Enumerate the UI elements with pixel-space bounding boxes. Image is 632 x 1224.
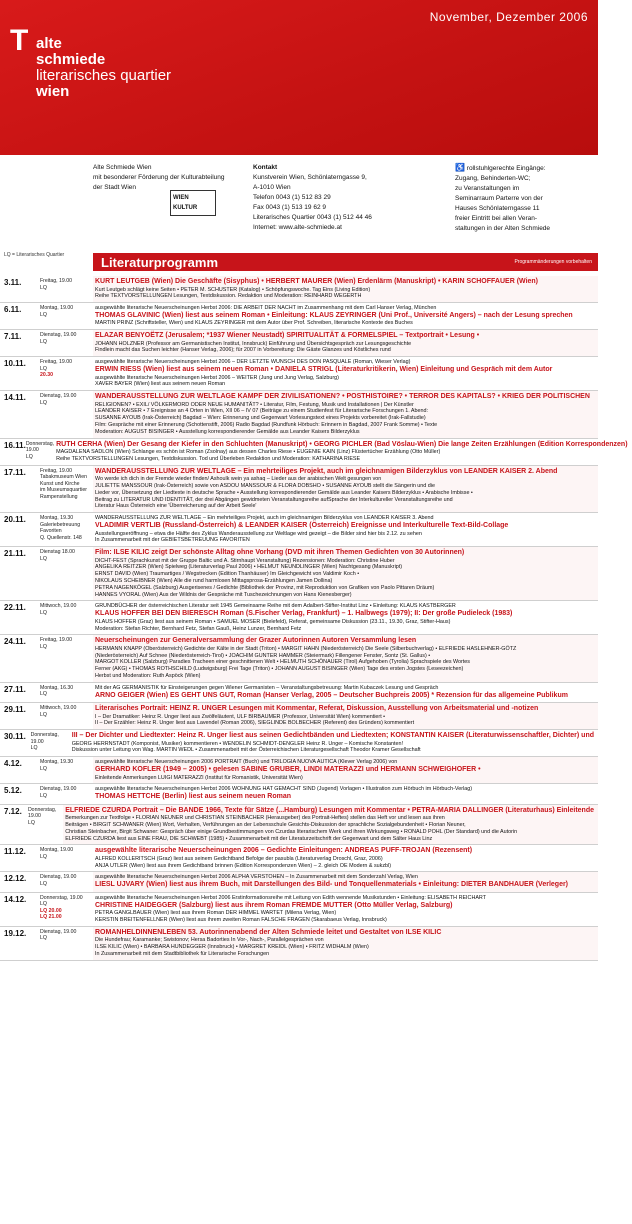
access-line: Hauses Schönlaterngasse 11 [455, 205, 540, 212]
event-description [93, 703, 598, 729]
event-time-line: LQ [40, 643, 47, 650]
event-date: 14.12. [4, 894, 27, 904]
event-text-line: ausgewählte literarische Neuerscheinungen 2006 – Gedichte Einleitungen: ANDREAS PUFF-TROJAN (Rezensent) [95, 847, 473, 855]
contact-heading: Kontakt [253, 164, 278, 171]
event-row [0, 303, 598, 330]
access-line: freier Eintritt bei allen Veran- [455, 215, 538, 222]
event-description [93, 391, 598, 437]
website-link[interactable]: Internet: www.alte-schmiede.at [253, 224, 342, 231]
event-time-line: Mittwoch, 19.00 [40, 705, 77, 712]
event-time-line: Montag, 19.00 [40, 305, 74, 312]
event-date: 6.11. [4, 305, 22, 315]
event-date: 29.11. [4, 705, 26, 715]
event-text-line: Mit der AG GERMANISTIK für Einsteigerungen gegen Wiener Germanisten – Veranstaltungsbetreuung: Martin Kubaczek Lesung und Gespräch [95, 684, 439, 691]
event-time-line: im Museumsquartier [40, 487, 87, 494]
event-row [0, 439, 628, 466]
sponsor-line: mit besonderer Förderung der Kulturabteilung [93, 174, 225, 181]
event-time-line: Q. Quellenstr. 148 [40, 534, 82, 541]
event-text-line: ausgewählte literarische Neuerscheinungen 2006 PORTRAIT (Buch) und TRILOGIA NUOVA AUTICA (Klever Verlag 2006) von [95, 759, 398, 766]
event-time-venue [40, 893, 93, 926]
event-time-line: Montag, 19.30 [40, 759, 74, 766]
event-time-line: Dienstag, 19.00 [40, 874, 77, 881]
event-text-line: ELAZAR BENYOËTZ (Jerusalem; *1937 Wiener Neustadt) SPIRITUALITÄT & FORMELSPIEL – Textportrait • Lesung • [95, 332, 480, 340]
event-time-line: Mittwoch, 19.00 [40, 603, 77, 610]
wheelchair-icon: ♿ [455, 163, 465, 172]
event-description [93, 357, 598, 390]
event-time-line: Donnerstag, 19.00 [25, 440, 55, 454]
event-description [93, 845, 598, 871]
event-text-line: Moderation: AUGUST BISINGER • Ausstellung korrespondierender Gemälde aus Leander Kaisers Bilderzyklus [95, 428, 360, 435]
event-time-venue [26, 439, 54, 465]
event-time-venue [40, 703, 93, 729]
event-time-venue [40, 276, 93, 302]
event-description [63, 805, 598, 845]
event-description [93, 547, 598, 600]
event-text-line: LEANDER KAISER • 7 Ereignisse an 4 Orten in Wien, XII 06 – IV 07 (Beiträge zu einem Studienfest für Literarische Forschungen 1. Abend: [95, 408, 428, 415]
event-time-line: Freitag, 19.00 [40, 359, 73, 366]
event-text-line: GEORG HERRNSTADT (Komponist, Musiker) kommentieren • WENDELIN SCHMIDT-DENGLER Heinz R. Unger – Komische Konstanten! [71, 740, 403, 747]
event-text-line: ANGELIKA REITZER (Wien) Spielweg (Literaturverlag Paul 2006) • HELMUT NEUNDLINGER (Wien) Nachtgesang (Manuskript) [95, 564, 403, 571]
event-date: 3.11. [4, 278, 22, 287]
event-date: 22.11. [4, 603, 26, 613]
event-row [0, 872, 598, 892]
event-text-line: Ausstellungseröffnung – etwa die Hälfte des Zyklus Wanderausstellung zur Weltlage wird gezeigt – die Bilder sind hier bis 2.12. zu sehen [95, 530, 422, 537]
event-date: 5.12. [4, 786, 22, 796]
event-time-line: LQ [27, 819, 35, 826]
event-text-line: II – Der Erzähler: Heinz R. Unger liest aus Lavendel (Roman 2006), SIEGLINDE BOLBECHER (Referent) des Gründers) kommentiert [95, 720, 415, 727]
event-text-line: Literatur Haus Österreich eine 'Überreicherung auf der Arbeit Seele' [95, 503, 257, 510]
contact-info [253, 163, 443, 233]
event-row [0, 357, 598, 391]
event-time-line: LQ [40, 691, 47, 698]
event-description [93, 330, 598, 356]
event-time-line: Donnerstag, 19.00 [30, 732, 59, 745]
event-description [93, 601, 598, 634]
access-line: staltungen in der Alten Schmiede [455, 225, 551, 232]
section-title: Literaturprogramm [101, 255, 219, 270]
event-date: 14.11. [4, 393, 26, 403]
event-text-line: ANJA UTLER (Wien) liest aus ihrem Gedichtband brinnen (Edition Korrespondenzen Wien) – 2. gleich OE Modern & sukzbl) [95, 862, 392, 869]
event-description [93, 635, 598, 681]
event-text-line: JOHANN HOLZNER (Professor am Germanistischen Institut, Innsbruck) Einführung und Übersichtsgespräch zur Lesungsgeschichte [95, 340, 412, 347]
event-time-venue [40, 872, 93, 891]
event-time-line: LQ [40, 284, 47, 291]
event-description [93, 872, 598, 891]
event-time-line: Favoriten [40, 528, 62, 535]
event-row [0, 276, 598, 303]
event-time-line: LQ [40, 765, 47, 772]
event-time-venue [40, 757, 93, 783]
event-time-line: LQ [40, 365, 47, 372]
event-row [0, 784, 598, 804]
event-time-venue [40, 330, 93, 356]
event-time-line: Galeriebetreuung [40, 521, 81, 528]
event-text-line: Film: Gespräche mit einer Erinnerung (Schottenstift, 2006) Radio Bagdad (Rundfunk Hörbuch: Erinnern in Bagdad, 2007 Frank Somme) • Texte [95, 422, 438, 429]
event-description [93, 303, 598, 329]
event-time-venue [40, 391, 93, 437]
event-text-line: ausgewählte literarische Neuerscheinungen Herbst 2006 WOHNUNG HAT GEMACHT SIND (Jugend) Vorlagen • Illustration zum Hörbuch im Hörbuch-Verlag) [95, 786, 472, 793]
event-text-line: WANDERAUSSTELLUNG ZUR WELTLAGE KAMPF DER ZIVILISATIONEN? • POSTHISTOIRE? • TERROR DES KAPITALS? • KRIEG DER POLITISCHEN [95, 393, 590, 401]
logo-letter: T [10, 24, 29, 57]
event-text-line: Kurt Leutgeb schlägt keine Seiten • PETER M. SCHUSTER (Katalog) • Schöpfungswoche. Tag Eins (Living Edition) [95, 286, 371, 293]
access-line: Zugang, Behinderten-WC; [455, 175, 531, 182]
event-date: 20.11. [4, 515, 26, 525]
event-time-line: Tabakmuseum Wien [40, 474, 87, 481]
event-time-line: LQ [25, 453, 33, 460]
event-text-line: MARTIN PRINZ (Schriftsteller, Wien) und KLAUS ZEYRINGER mit dem Autor über Prof. Schreiben, literarische Kontexte des Buches [95, 320, 413, 327]
event-text-line: Christian Steinbacher, Birgit Schwaner: Gespräch über einige Grundbestimmungen von Czurdas literarischem Werk und ihren Wirkungsweg • RONALD POHL (Der Standard) und die Autorin [65, 828, 518, 835]
event-text-line: Die Hundefrau; Karamanke; Swistonov; Hersa Badorties In Vor-, Nach-, Parallelgesprächen von [95, 937, 324, 944]
event-row [0, 466, 598, 513]
event-row [0, 927, 598, 961]
event-time-line: Freitag, 19.00 [40, 467, 73, 474]
event-text-line: Einleitende Anmerkungen LUIGI MATERAZZI (Institut für Romanistik, Universität Wien) [95, 774, 303, 781]
event-text-line: Bemerkungen zur Textfolge • FLORIAN NEUNER und CHRISTIAN STEINBACHER (Herausgeber) des Portrait-Heftes) stellen das Heft vor und lesen aus ihren [65, 815, 445, 822]
event-time-line: LQ 21.00 [40, 914, 62, 921]
event-row [0, 601, 598, 635]
event-time-venue [40, 927, 93, 960]
event-row [0, 893, 598, 927]
institution-name [36, 36, 171, 100]
sponsor-line: Alte Schmiede Wien [93, 164, 152, 171]
event-date: 19.12. [4, 928, 27, 938]
event-text-line: Diskussion unter Leitung von Wag. MARTIN WEDL • Zusammenarbeit mit der Österreichischen Literaturgesellschaft Theodor Kramer Gesellschaft [71, 747, 421, 754]
section-note: Programmänderungen vorbehalten [514, 259, 592, 265]
wien-kultur-logo: WIEN KULTUR [170, 190, 216, 216]
contact-line: Fax 0043 (1) 513 19 62 9 [253, 204, 326, 211]
event-text-line: GRUNDBÜCHER der österreichischen Literatur seit 1945 Gemeinsame Reihe mit dem Adalbert-Stifter-Institut Linz • Einleitung: KLAUS KASTBERGER [95, 603, 456, 610]
event-row [0, 730, 598, 757]
event-time-line: LQ [40, 935, 47, 942]
event-text-line: CHRISTINE HAIDEGGER (Salzburg) liest aus ihrem Roman FREMDE MUTTER (Otto Müller Verlag, Salzburg) [95, 901, 453, 909]
event-time-venue [28, 805, 63, 845]
event-time-line: Dienstag, 19.00 [40, 393, 77, 400]
event-description [93, 757, 598, 783]
accessibility-info [455, 163, 593, 234]
access-line: zu Veranstaltungen im [455, 185, 520, 192]
event-time-line: LQ [40, 555, 47, 562]
event-row [0, 513, 598, 547]
event-text-line: ELFRIEDE CZURDA Portrait – Die BANDE 1966, Texte für Sätze (...Hamburg) Lesungen mit Kommentar • PETRA-MARIA DALLINGER (Literaturhaus) Einleitende [65, 806, 594, 814]
contact-line: A-1010 Wien [253, 184, 291, 191]
event-time-line: Dienstag, 19.00 [40, 786, 77, 793]
event-text-line: Herbst und Moderation: Ruth Aspöck (Wien) [95, 672, 201, 679]
event-time-line: Dienstag 18.00 [40, 549, 75, 556]
event-time-line: Montag, 19.00 [40, 847, 74, 854]
event-date: 7.11. [4, 332, 22, 342]
event-time-line: LQ [40, 711, 47, 718]
event-text-line: ausgewählte literarische Neuerscheinungen Herbst 2006 Erstinformationsreihe mit Leitung von Edith wennende Musikstunden • Einleitung: ELISABETH REICHART [95, 894, 487, 901]
event-date: 12.12. [4, 874, 27, 884]
event-description [93, 683, 598, 702]
event-text-line: ERNST DAVID (Wien) Traumartiges / Wegstrecken (Edition Thanhäuser) Im Gleichgewicht von Valdimir Koch • [95, 571, 360, 578]
event-text-line: In Zusammenarbeit mit der GEBIETSBETREUUNG FAVORITEN [95, 537, 250, 544]
event-description [93, 466, 598, 512]
event-time-venue [40, 601, 93, 634]
event-text-line: Reihe TEXTVORSTELLUNGEN Lesungen, Textdiskussion. Redaktion und Moderation: REINHARD WEGERTH [95, 293, 362, 300]
event-text-line: JULIETTE MANSSOUR (Irak-Österreich) sowie von ASDOU MANSSOUR & FLORA DOBSHO • SUSANNE AYOUB stellt die Sängerin und die [95, 483, 435, 490]
event-time-venue [40, 683, 93, 702]
event-time-line: Donnerstag, 19.00 [40, 894, 83, 901]
event-text-line: (Niederösterreich) Auf Schnee (Niederösterreich-Tirol) • JOACHIM GUNTER HAMMER (Steiermark) Fillengener Fenster, Sontz (St. Gallus) • [95, 652, 431, 659]
name-line-4: wien [36, 83, 70, 100]
event-time-line: LQ [40, 399, 47, 406]
event-time-venue [40, 547, 93, 600]
event-text-line: ELFRIEDE CZURDA liest aus EINE FRAU, DIE SCHWEBT (1985) • Zusammenarbeit mit der Literaturzeitschrift der Gegenwart und dem Sälter Haus Linz [65, 835, 433, 842]
access-line: Seminarraum Parterre von der [455, 195, 543, 202]
event-time-line: LQ [40, 338, 47, 345]
event-text-line: DICHT-FEST (Sprachkunst mit der Gruppe Baltic und A. Stirnhaupt Veranstaltung) Rezensionen: Moderation: Christine Huber [95, 557, 395, 564]
event-description [70, 730, 598, 756]
event-text-line: III – Der Dichter und Liedtexter: Heinz R. Unger liest aus seinen Gedichtbänden und Liedtexten; KONSTANTIN KAISER (Literaturwissenschaftler, Dichter) und [71, 732, 594, 740]
event-text-line: THOMAS HETTCHE (Berlin) liest aus seinem neuen Roman [95, 793, 292, 801]
event-text-line: RUTH CERHA (Wien) Der Gesang der Kiefer in den Schluchten (Manuskript) • GEORG PICHLER (Bad Vöslau-Wien) Die lange Zeiten Erzählungen (Edition Korrespondenzen) [56, 440, 628, 448]
event-row [0, 330, 598, 357]
lq-legend: LQ = Literarisches Quartier [4, 252, 65, 258]
event-date: 17.11. [4, 467, 26, 477]
event-date: 24.11. [4, 637, 26, 647]
event-description [93, 276, 598, 302]
event-row [0, 703, 598, 730]
event-text-line: NIKOLAUS SCHEIBNER (Wien) Alle die rund harmlosen Mittagsprosa-Erzählungen Jamen Dollina) [95, 578, 333, 585]
event-text-line: ILSE KILIC (Wien) • BARBARA HUNDEGGER (Innsbruck) • MARGRET KREIDL (Wien) • FRITZ WIDHALM (Wien) [95, 943, 369, 950]
event-row [0, 391, 598, 438]
event-text-line: KERSTIN BREITENFELLNER (Wien) liest aus ihrem zweiten Roman FALSCHE FRAGEN (Skarabaeus Verlag, Innsbruck) [95, 916, 387, 923]
event-text-line: ausgewählte literarische Neuerscheinungen Herbst 2006 ALPHA VERSTOHEN – In Zusammenarbeit mit dem Sonderzahl Verlag, Wien [95, 874, 418, 881]
event-text-line: Ferner (AKG) • THOMAS ROTHSCHILD (Ludwigsburg) Frei Tage (Triton) • JOHANN AUGUST BISINGER (Wien) Tage des ersten Jogstes (Leseezeichen) [95, 666, 464, 673]
event-text-line: ARNO GEIGER (Wien) ES GEHT UNS GUT, Roman (Hanser Verlag, 2005 – Deutscher Buchpreis 2005) * Rezension für das allgemeine Publikum [95, 691, 568, 699]
event-list [0, 276, 628, 1222]
event-row [0, 805, 598, 846]
event-text-line: Beiträgen • BIRGIT SCHWANER (Wien) Wort, Verhalten, Verführungen an der Lebensschule Gesichts-Diskussion der sprachliche Sozialgebundenheit • Florian Neuner, [65, 821, 466, 828]
contact-line: Kunstverein Wien, Schönlaterngasse 9, [253, 174, 367, 181]
info-block [0, 160, 598, 250]
event-time-venue [40, 303, 93, 329]
event-time-line: Montag, 19.30 [40, 515, 74, 522]
event-text-line: PETRA GANGLBAUER (Wien) liest aus ihrem Roman DER HIMMEL WARTET (Milena Verlag, Wien) [95, 910, 337, 917]
contact-line: Telefon 0043 (1) 512 83 29 [253, 194, 331, 201]
event-date: 16.11. [4, 440, 26, 450]
event-text-line: WANDERAUSSTELLUNG ZUR WELTLAGE – Ein mehrteiliges Projekt, auch im gleichnamigen Bilderzyklus von LEANDER KAISER 2. Abend [95, 467, 558, 475]
event-time-line: Freitag, 19.00 [40, 637, 73, 644]
event-row [0, 845, 598, 872]
event-text-line: HANNES VYORAL (Wien) Aus der Wildnis der Gespräche mit Tuschezeichnungen von Hans Kienesberger) [95, 591, 352, 598]
event-time-line: LQ [30, 745, 38, 752]
event-time-line: Rampenstellung [40, 493, 78, 500]
event-text-line: ALFRED KOLLERITSCH (Graz) liest aus seinem Gedichtband Befolge der pasubla (Literaturverlag Droschl, Graz, 2006) [95, 855, 383, 862]
event-date: 10.11. [4, 359, 26, 369]
event-text-line: KURT LEUTGEB (Wien) Die Geschäfte (Sisyphus) • HERBERT MAURER (Wien) Erdenlärm (Manuskript) • KARIN SCHOFFAUER (Wien) [95, 278, 539, 285]
event-text-line: MARGOT KOLLER (Salzburg) Paradies Tracheen einer geschnittenen Welt • HELMUTH SCHÖNAUER (Tirol) Aufgehoben (Tyrolia) Sprachspiele des Wortes [95, 659, 470, 666]
event-description [93, 893, 598, 926]
event-text-line: ERWIN RIESS (Wien) liest aus seinem neuen Roman • DANIELA STRIGL (Literaturkritikerin, Wien) Einleitung und Gespräch mit dem Autor [95, 366, 553, 374]
event-text-line: WANDERAUSSTELLUNG ZUR WELTLAGE – Ein mehrteiliges Projekt, auch im gleichnamigen Bilderzyklus von LEANDER KAISER 3. Abend [95, 515, 434, 522]
event-row [0, 683, 598, 703]
event-time-line: LQ [40, 880, 47, 887]
event-text-line: GERHARD KOFLER (1949 – 2005) • gelesen SABINE GRUBER, LINDI MATERAZZI und HERMANN SCHWEIGHOFER • [95, 766, 481, 774]
event-time-line: Freitag, 19.00 [40, 278, 73, 284]
event-text-line: Moderation: Stefan Richter, Bernhard Fetz, Stefan Gauß, Heinz Lunzer, Bernhard Fetz [95, 625, 302, 632]
event-text-line: In Zusammenarbeit mit dem Stadtbibliothek für Literarische Forschungen [95, 950, 270, 957]
event-time-venue [40, 466, 93, 512]
event-text-line: Neuerscheinungen zur Generalversammlung der Grazer Autorinnen Autoren Versammlung lesen [95, 637, 417, 645]
event-time-line: LQ [40, 311, 47, 318]
event-time-venue [31, 730, 70, 756]
section-header [93, 253, 598, 271]
event-row [0, 547, 598, 601]
event-date: 30.11. [4, 732, 26, 742]
event-text-line: KLAUS HOFFER BEI DEN BIERESCH Roman (S.Fischer Verlag, Frankfurt) – 1. Halbwegs (1979); II: Der große Pudieleck (1983) [95, 610, 513, 618]
event-text-line: Film: ILSE KILIC zeigt Der schönste Alltag ohne Vorhang (DVD mit ihren Themen Gedichten von 30 Autorinnen) [95, 549, 465, 557]
event-text-line: Literarisches Portrait: HEINZ R. UNGER Lesungen mit Kommentar, Referat, Diskussion, Ausstellung von Arbeitsmaterial und -notizen [95, 705, 539, 713]
event-text-line: ausgewählte literarische Neuerscheinungen Herbst 2006 – WEITER (Jung und Jung Verlag, Salzburg) [95, 374, 339, 381]
event-text-line: Wo werde ich dich in der Fremde wieder finden/ Ashoulk wein ya ashaq – Lieder aus der arabischen Welt gesungen von [95, 476, 382, 483]
event-date: 7.12. [4, 806, 22, 816]
event-date: 27.11. [4, 684, 26, 694]
event-time-line: LQ [40, 901, 47, 908]
event-time-venue [40, 635, 93, 681]
event-text-line: ROMANHELDINNENLEBEN 53. Autorinnenabend der Alten Schmiede leitet und Gestaltet von ILSE KILIC [95, 928, 442, 936]
event-text-line: HERMANN KNAPP (Oberösterreich) Gedichte der Kälte in der Stadt (Triton) • MARGIT HAHN (Niederösterreich) Die Seele (Silberbuchverlag) • ELFRIEDE HASLEHNER-GÖTZ [95, 645, 517, 652]
name-line-3: literarisches quartier [36, 67, 172, 84]
event-text-line: Reihe TEXTVORSTELLUNGEN Lesungen, Textdiskussion. Tod und Überleben Redaktion und Moderation: KATHARINA RIESE [56, 455, 361, 462]
sponsor-line: der Stadt Wien [93, 184, 136, 191]
event-text-line: LIESL UJVARY (Wien) liest aus ihrem Buch, mit Darstellungen des Bild- und Tonquellenmaterials • Einleitung: DIETER BANDHAUER (Verleger) [95, 881, 569, 889]
event-time-line: LQ [40, 792, 47, 799]
event-time-venue [40, 357, 93, 390]
event-time-venue [40, 513, 93, 546]
event-text-line: Beitrag zu LITERATUR UND IDENTITÄT, der drei Abgängen gewidmeten Veranstaltungsreihe aufSprache der Interkultureller Veranstaltungsreihe und [95, 496, 453, 503]
issue-date: November, Dezember 2006 [429, 10, 588, 24]
event-time-line: Montag, 16.30 [40, 684, 74, 691]
event-date: 21.11. [4, 549, 26, 559]
contact-line: Literarisches Quartier 0043 (1) 512 44 46 [253, 214, 372, 221]
event-text-line: ausgewählte literarische Neuerscheinungen Herbst 2006 – DER LETZTE WUNSCH DES DON PASQUALE (Roman, Wieser Verlag) [95, 359, 411, 366]
event-time-line: LQ [40, 853, 47, 860]
event-time-line: LQ 20.00 [40, 907, 62, 914]
name-line-2: schmiede [36, 51, 106, 68]
event-text-line: ausgewählte literarische Neuerscheinungen Herbst 2006: DIE ARBEIT DER NACHT im Zusammenhang mit dem Carl Hanser Verlag, München [95, 305, 437, 312]
event-time-venue [40, 784, 93, 803]
sponsor-info [93, 163, 243, 193]
event-time-line: Dienstag, 19.00 [40, 928, 77, 935]
event-time-line: Kunst und Kirche [40, 480, 80, 487]
event-time-venue [40, 845, 93, 871]
event-description [93, 927, 598, 960]
header-banner [0, 0, 598, 155]
event-text-line: VLADIMIR VERTLIB (Russland-Österreich) & LEANDER KAISER (Österreich) Ereignisse und Interkulturelle Text-Bild-Collage [95, 522, 509, 530]
event-text-line: KLAUS HOFFER (Graz) liest aus seinem Roman • SAMUEL MOSER (Bielefeld), Referat, gemeinsame Diskussion (23.11., 19.30, Graz, Stifter-Haus) [95, 618, 451, 625]
event-text-line: XAVER BAYER (Wien) liest aus seinem neuen Roman [95, 381, 226, 388]
event-time-line: Donnerstag, 19.00 [27, 806, 57, 820]
event-text-line: THOMAS GLAVINIC (Wien) liest aus seinem Roman • Einleitung: KLAUS ZEYRINGER (Uni Prof., Université Angers) – nach der Lesung sprechen [95, 311, 573, 319]
event-text-line: PETRA NAGENKÖGEL (Salzburg) Ausgerisenes / Gedichte (Bibliothek der Provinz, mit Reproduktion von Grafiken von Paolo Pittaren Dräum) [95, 584, 435, 591]
name-line-1: alte [36, 35, 62, 52]
event-text-line: Findlein macht das Suchen leichter (Hanser Verlag, 2006); für 2007 in Vorbereitung: Die Gäste Glanzes und Köstliches rund [95, 347, 391, 354]
event-row [0, 635, 598, 682]
event-time-line: LQ [40, 609, 47, 616]
event-row [0, 757, 598, 784]
event-text-line: Lieder vor, Übersetzung der Liedtexte in deutsche Sprache • Ausstellung korrespondierender Gemälde aus Leander Kaisers Bilderzyklus • Arabische Imbisse • [95, 489, 473, 496]
event-text-line: MAGDALENA SADLON (Wien) Schlange es schön ist Roman (Zsolnay) aus dessen Charles Riese • EUGENIE KAIN (Linz) Flüstertücher Erzählung (Otto Müller) [56, 449, 441, 456]
event-time-line: Dienstag, 19.00 [40, 332, 77, 339]
event-date: 11.12. [4, 847, 26, 857]
access-line: rollstuhlgerechte Eingänge: [466, 165, 546, 172]
event-description [93, 784, 598, 803]
event-text-line: RELIGIONEN? • EXIL/ VÖLKERMORD ODER NEUE HUMANITÄT? • Literatur, Film, Festung, Musik und Installationen | Der Künstler [95, 401, 414, 408]
event-date: 4.12. [4, 759, 22, 769]
event-text-line: I – Der Dramatiker: Heinz R. Unger liest aus Zwölfeläutent, ULF BIRBAUMER (Professor, Universität Wien) kommentiert • [95, 713, 386, 720]
event-text-line: SUSANNE AYOUB (Irak-Österreich) Bagdad – Wien: Erinnerung und Gegenwart Vorlesungstext eines Projekts vorbereitet (Irak-Fallstudie) [95, 415, 426, 422]
event-description [93, 513, 598, 546]
event-description [54, 439, 631, 465]
event-time-line: 20.30 [40, 372, 53, 379]
